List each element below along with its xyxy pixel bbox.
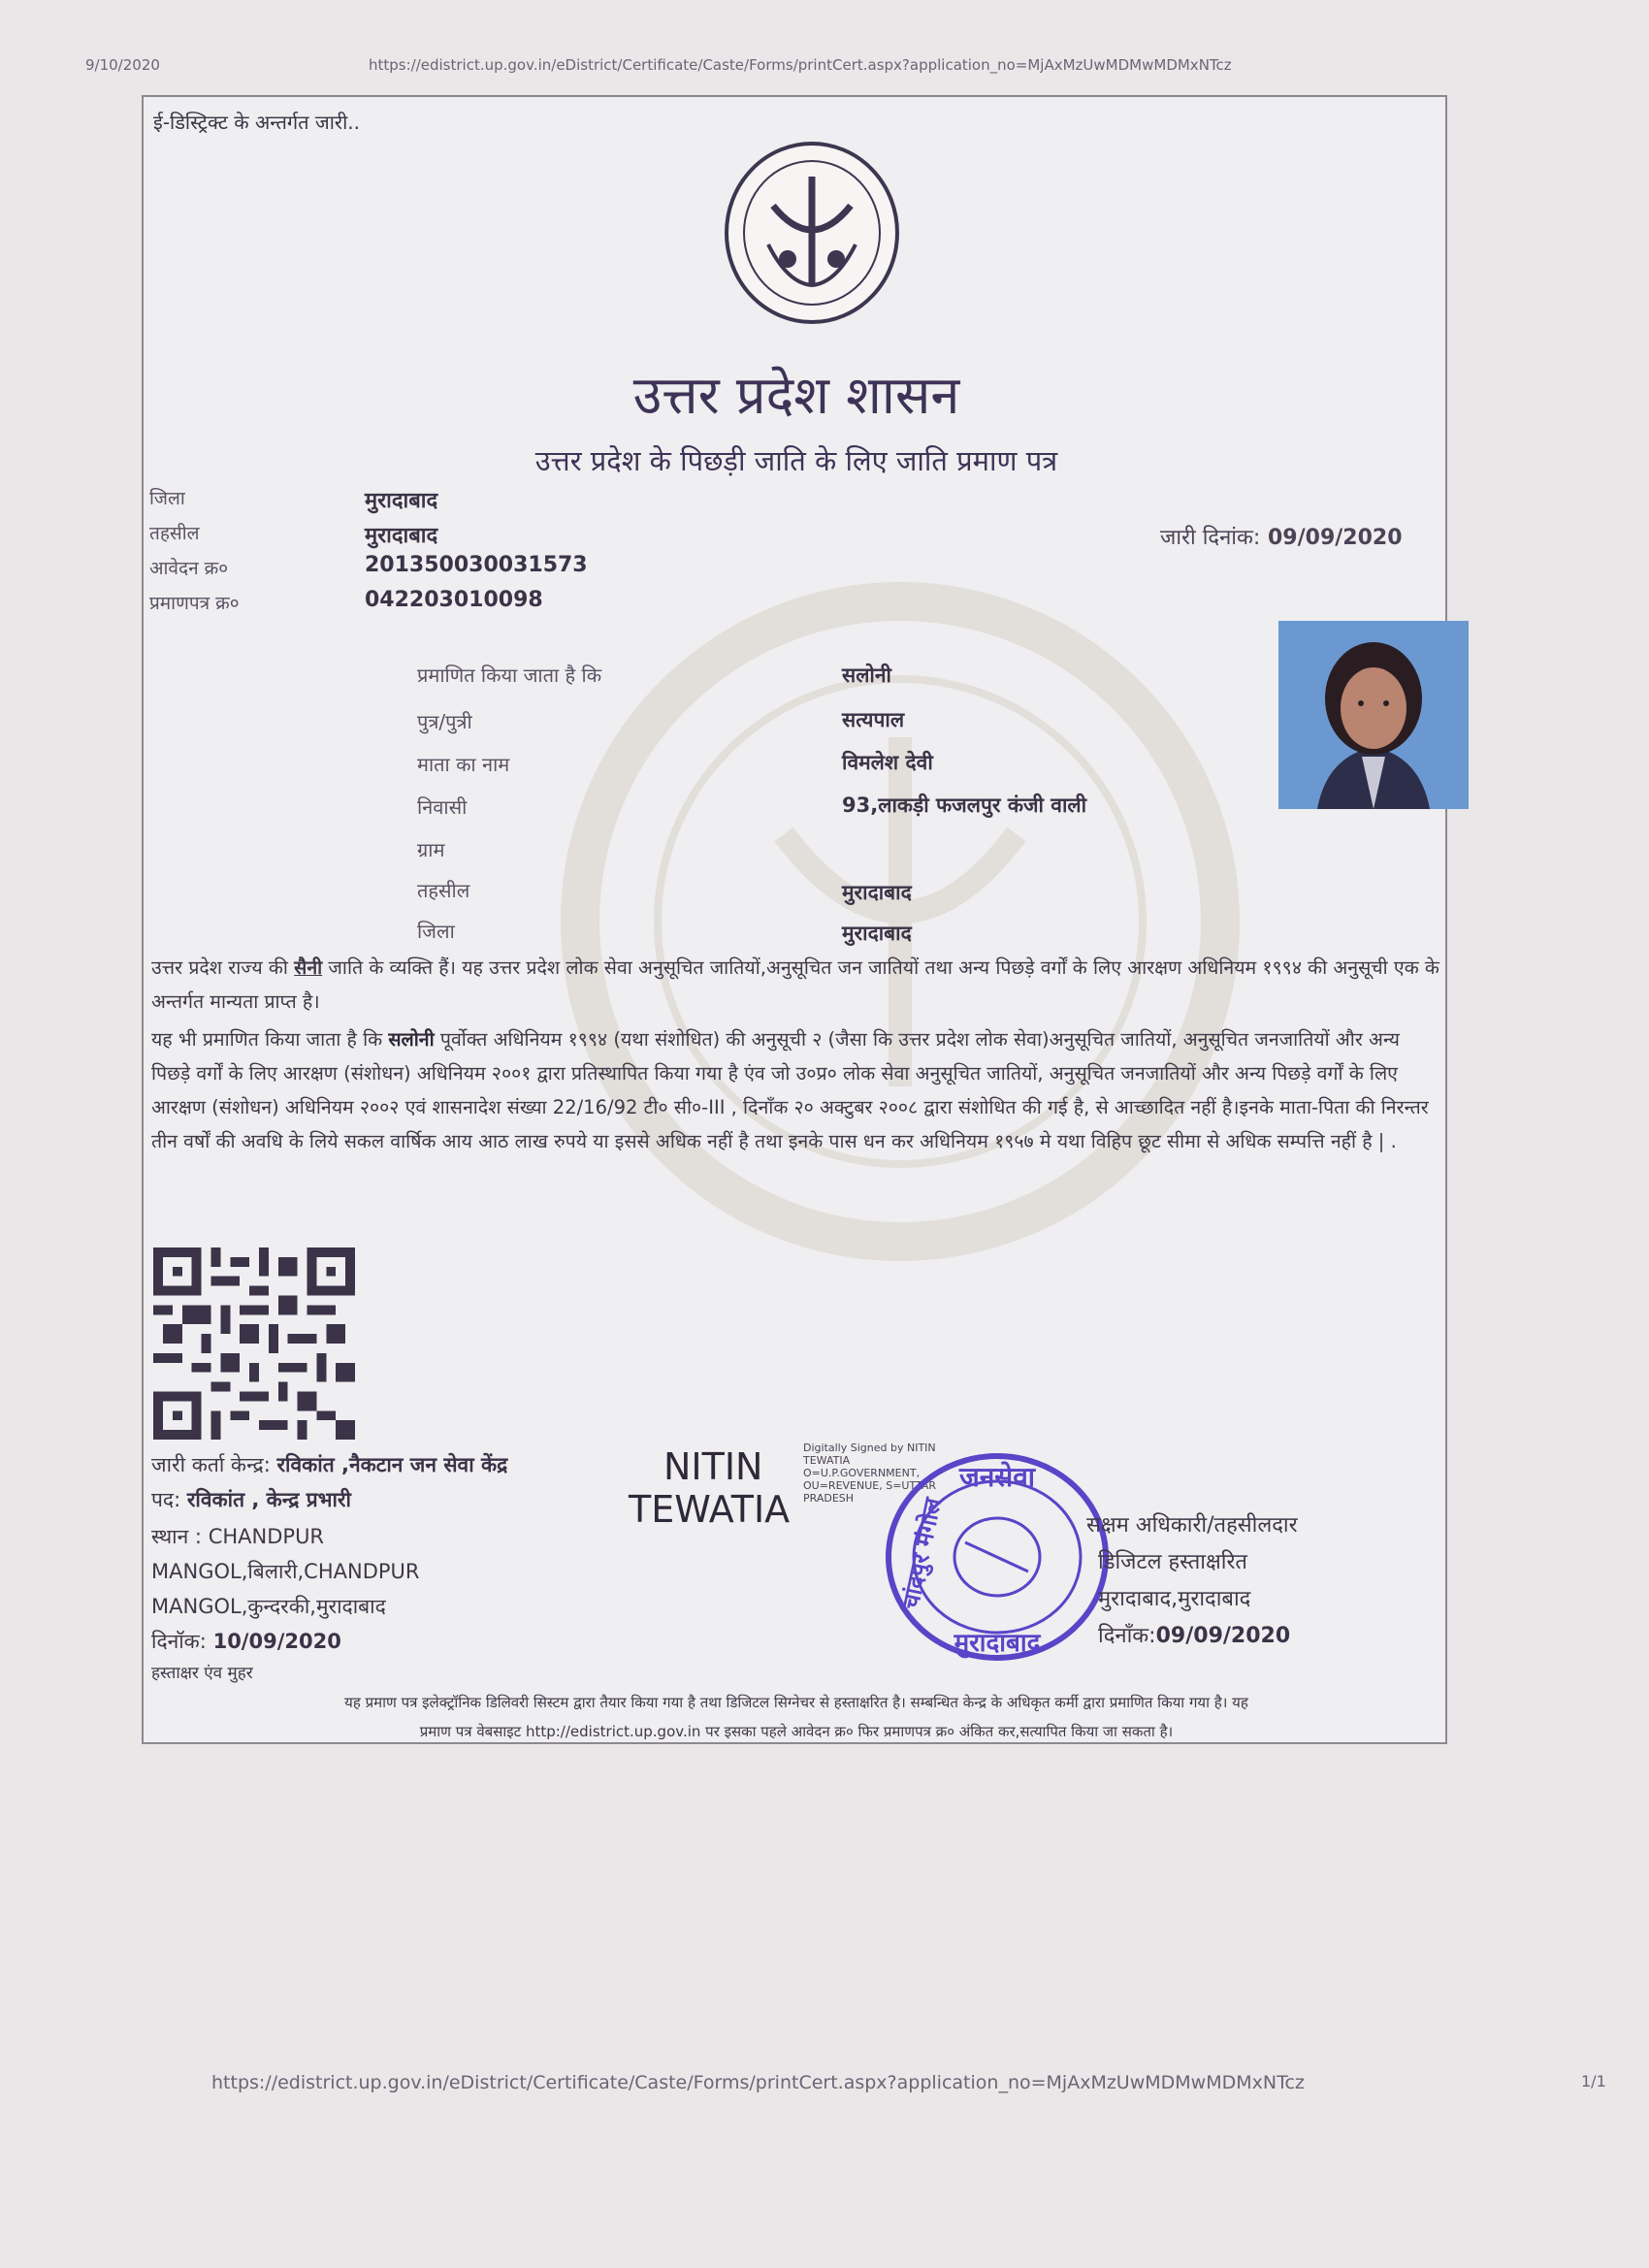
seal-bottom-text: मुरादाबाद <box>954 1629 1041 1658</box>
certificate <box>142 95 1447 1744</box>
seal-top-text: जनसेवा <box>958 1461 1036 1493</box>
issuer-address-line1: MANGOL,बिलारी,CHANDPUR <box>151 1560 420 1583</box>
issuer-centre-label: जारी कर्ता केन्द्र: <box>151 1453 271 1476</box>
detail-district-value: मुरादाबाद <box>842 922 912 945</box>
village-label: ग्राम <box>417 838 445 861</box>
print-date: 9/10/2020 <box>85 56 160 74</box>
father-name: सत्यपाल <box>842 708 905 731</box>
applicant-photo <box>1278 621 1469 809</box>
signature-info-line5: PRADESH <box>803 1492 855 1505</box>
officer-date <box>1098 1620 1290 1649</box>
officer-signed-note: डिजिटल हस्ताक्षरित <box>1098 1550 1247 1574</box>
print-header-url: https://edistrict.up.gov.in/eDistrict/Certificate/Caste/Forms/printCert.aspx?application_no=MjAxMzUwMDMwMDMxNTcz <box>369 56 1232 74</box>
qr-code <box>153 1247 355 1440</box>
page-number: 1/1 <box>1581 2072 1606 2090</box>
issuer-centre <box>151 1451 507 1478</box>
certified-name: सलोनी <box>842 664 891 687</box>
detail-tehsil-value: मुरादाबाद <box>842 881 912 904</box>
issue-date <box>1160 522 1403 551</box>
detail-tehsil-label: तहसील <box>417 879 470 902</box>
officer-date-value: 09/09/2020 <box>1155 1624 1291 1648</box>
officer-location: मुरादाबाद,मुरादाबाद <box>1098 1587 1251 1611</box>
issuer-date-value: 10/09/2020 <box>212 1630 341 1653</box>
signer-first-name: NITIN <box>663 1445 763 1488</box>
signature-info-line4: OU=REVENUE, S=UTTAR <box>803 1479 937 1492</box>
seal-left-text: चांदपुर मंगोल <box>896 1495 948 1612</box>
child-of-label: पुत्र/पुत्री <box>417 710 472 733</box>
certified-label: प्रमाणित किया जाता है कि <box>417 664 602 687</box>
income-paragraph-name: सलोनी <box>388 1028 435 1051</box>
income-paragraph-part2: पूर्वोक्त अधिनियम १९९४ (यथा संशोधित) की अनुसूची २ (जैसा कि उत्तर प्रदेश लोक सेवा)अनुसूचित जातियों, अनुसूचित जनजातियों और अन्य पिछड़े वर्गों के लिए आरक्षण (संशोधन) अधिनियम २००१ द्वारा प्रतिस्थापित किया गया है एंव जो उ०प्र० लोक सेवा अनुसूचित जातियों, अनुसूचित जनजातियों और अन्य पिछड़े वर्गों के लिए आरक्षण (संशोधन) अधिनियम २००२ एवं शासनादेश संख्या 22/16/92 टी० सी०-III , दिनाँक २० अक्टुबर २००८ द्वारा संशोधित की गई है, से आच्छादित नहीं है।इनके माता-पिता की निरन्तर तीन वर्षों की अवधि के लिये सकल वार्षिक आय आठ लाख रुपये या इससे अधिक नहीं है तथा इनके पास धन कर अधिनियम १९५७ मे यथा विहिप छूट सीमा से अधिक सम्पत्ति नहीं है | . <box>151 1028 1429 1152</box>
mother-label: माता का नाम <box>417 753 510 776</box>
signer-last-name: TEWATIA <box>629 1488 791 1531</box>
issuer-post <box>151 1486 351 1513</box>
print-footer-url: https://edistrict.up.gov.in/eDistrict/Certificate/Caste/Forms/printCert.aspx?application_no=MjAxMzUwMDMwMDMxNTcz <box>211 2072 1305 2093</box>
application-no-label: आवेदन क्र० <box>149 558 229 579</box>
caste-paragraph-part1: उत्तर प्रदेश राज्य की <box>151 956 295 979</box>
resident-value: 93,लाकड़ी फजलपुर कंजी वाली <box>842 794 1087 817</box>
resident-label: निवासी <box>417 795 468 819</box>
certificate-no-value: 042203010098 <box>365 588 543 612</box>
issue-date-value: 09/09/2020 <box>1267 526 1403 550</box>
issuer-address-line2: MANGOL,कुन्दरकी,मुरादाबाद <box>151 1595 386 1618</box>
officer-date-label: दिनाँक: <box>1098 1624 1156 1648</box>
tehsil-label: तहसील <box>149 523 200 544</box>
caste-paragraph <box>151 951 1441 1019</box>
issuer-signature-label: हस्ताक्षर एंव मुहर <box>151 1664 253 1683</box>
district-value: मुरादाबाद <box>365 489 438 513</box>
caste-name: सैनी <box>294 956 323 979</box>
issue-date-label: जारी दिनांक: <box>1160 526 1261 550</box>
signature-info-line3: O=U.P.GOVERNMENT, <box>803 1467 921 1479</box>
issuer-place-value: CHANDPUR <box>208 1525 325 1548</box>
income-paragraph-part1: यह भी प्रमाणित किया जाता है कि <box>151 1028 389 1051</box>
issued-under-text: ई-डिस्ट्रिक्ट के अन्तर्गत जारी.. <box>153 111 360 134</box>
district-label: जिला <box>149 488 185 509</box>
verification-note <box>144 1688 1449 1746</box>
verification-note-line2: प्रमाण पत्र वेबसाइट http://edistrict.up.gov.in पर इसका पहले आवेदन क्र० फिर प्रमाणपत्र क्र० अंकित कर,सत्यापित किया जा सकता है। <box>419 1723 1174 1740</box>
issuer-post-label: पद: <box>151 1488 181 1511</box>
issuer-centre-value: रविकांत ,नैकटान जन सेवा केंद्र <box>276 1453 508 1476</box>
issuer-post-value: रविकांत , केन्द्र प्रभारी <box>186 1488 351 1511</box>
officer-designation: सक्षम अधिकारी/तहसीलदार <box>1086 1513 1298 1538</box>
issuer-place-label: स्थान : <box>151 1525 203 1548</box>
signature-info-line1: Digitally Signed by NITIN <box>803 1442 936 1454</box>
state-emblem-icon <box>720 138 904 328</box>
official-seal-stamp <box>873 1436 1135 1678</box>
income-paragraph <box>151 1022 1441 1158</box>
certificate-no-label: प्रमाणपत्र क्र० <box>149 593 240 614</box>
caste-paragraph-part2: जाति के व्यक्ति हैं। यह उत्तर प्रदेश लोक सेवा अनुसूचित जातियों,अनुसूचित जन जातियों तथा अन्य पिछड़े वर्गों के लिए आरक्षण अधिनियम १९९४ की अनुसूची एक के अन्तर्गत मान्यता प्राप्त है। <box>151 956 1439 1013</box>
government-title: उत्तर प्रदेश शासन <box>632 365 960 426</box>
verification-note-line1: यह प्रमाण पत्र इलेक्ट्रॉनिक डिलिवरी सिस्टम द्वारा तैयार किया गया है तथा डिजिटल सिग्नेचर से हस्ताक्षरित है। सम्बन्धित केन्द्र के अधिकृत कर्मी द्वारा प्रमाणित किया गया है। यह <box>344 1694 1248 1711</box>
application-no-value: 201350030031573 <box>365 553 588 577</box>
mother-name: विमलेश देवी <box>842 751 933 774</box>
tehsil-value: मुरादाबाद <box>365 524 438 548</box>
issuer-place <box>151 1523 324 1550</box>
certificate-subtitle: उत्तर प्रदेश के पिछड़ी जाति के लिए जाति प्रमाण पत्र <box>534 444 1058 477</box>
detail-district-label: जिला <box>417 920 455 943</box>
signature-info-line2: TEWATIA <box>803 1454 851 1467</box>
issuer-date-label: दिनॉक: <box>151 1630 207 1653</box>
digital-signature-name <box>629 1445 790 1531</box>
issuer-date <box>151 1628 341 1655</box>
